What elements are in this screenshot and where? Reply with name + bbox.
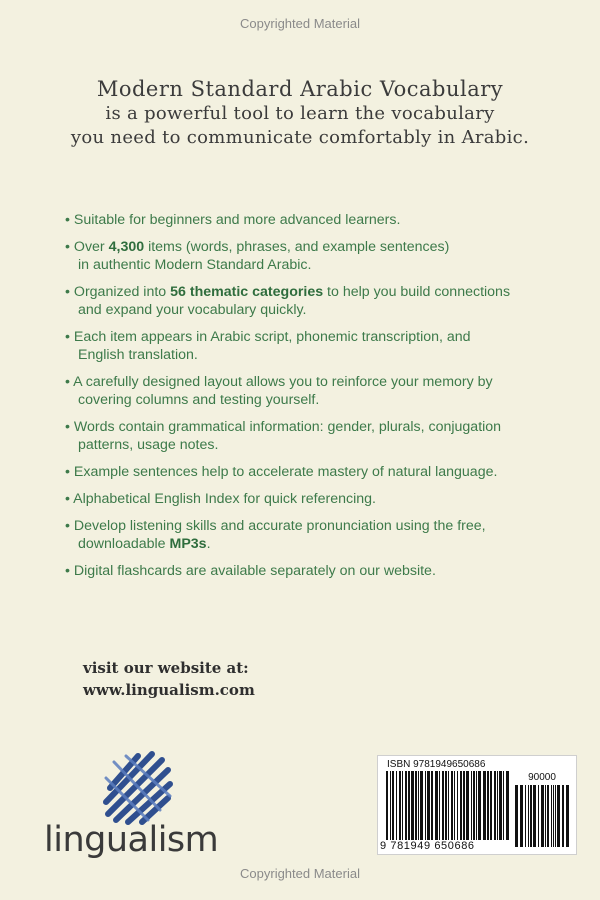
barcode-bar — [466, 771, 469, 847]
feature-item — [65, 517, 565, 553]
barcode-bar — [551, 785, 552, 847]
feature-text: • Develop listening skills and accurate pronunciation using the free, — [65, 518, 486, 534]
barcode-bar — [448, 771, 449, 847]
feature-highlight: 56 thematic categories — [170, 284, 324, 300]
barcode-bar — [528, 785, 529, 847]
barcode-bar — [515, 785, 518, 847]
barcode-bar — [490, 771, 492, 847]
barcode-bar — [411, 771, 414, 847]
feature-line — [65, 535, 565, 553]
feature-text: English translation. — [78, 347, 198, 363]
feature-line — [65, 418, 565, 436]
feature-item — [65, 562, 565, 580]
barcode-bar — [545, 785, 546, 847]
price-addon-code: 90000 — [528, 772, 556, 783]
feature-highlight: 4,300 — [108, 239, 145, 255]
feature-line — [65, 517, 565, 535]
barcode-bar — [497, 771, 498, 847]
feature-item — [65, 211, 565, 229]
barcode-bar — [427, 771, 430, 847]
headline-line-3: you need to communicate comfortably in Arabic. — [70, 127, 530, 148]
feature-text: • Example sentences help to accelerate mastery of natural language. — [65, 464, 498, 480]
website-url: www.lingualism.com — [83, 681, 255, 699]
ean-barcode-bars — [386, 771, 512, 847]
barcode-bar — [439, 771, 440, 847]
feature-text: patterns, usage notes. — [78, 437, 219, 453]
barcode-bar — [435, 771, 438, 847]
barcode-bar — [525, 785, 526, 847]
barcode-bar — [457, 771, 458, 847]
barcode-bar — [399, 771, 401, 847]
feature-line — [65, 256, 565, 274]
visit-label: visit our website at: — [83, 659, 249, 677]
feature-text: downloadable — [78, 536, 170, 552]
barcode-bar — [483, 771, 486, 847]
website-callout — [83, 657, 255, 701]
barcode-bar — [533, 785, 536, 847]
headline-line-2: is a powerful tool to learn the vocabulary — [105, 103, 495, 124]
barcode-bar — [487, 771, 489, 847]
feature-text: • Each item appears in Arabic script, phonemic transcription, and — [65, 329, 471, 345]
feature-line — [65, 562, 565, 580]
barcode-bar — [386, 771, 388, 847]
feature-item — [65, 490, 565, 508]
barcode-bar — [420, 771, 423, 847]
feature-item — [65, 418, 565, 454]
barcode-bar — [476, 771, 477, 847]
feature-line — [65, 283, 565, 301]
barcode-bar — [418, 771, 419, 847]
feature-text: in authentic Modern Standard Arabic. — [78, 257, 312, 273]
barcode-bar — [425, 771, 426, 847]
feature-line — [65, 373, 565, 391]
feature-text: • Digital flashcards are available separately on our website. — [65, 563, 436, 579]
barcode-bar — [562, 785, 564, 847]
barcode-bar — [566, 785, 569, 847]
lingualism-logo-mark-icon — [96, 748, 176, 826]
feature-line — [65, 346, 565, 364]
feature-line — [65, 211, 565, 229]
headline — [0, 76, 600, 150]
feature-line — [65, 490, 565, 508]
barcode-bar — [473, 771, 475, 847]
barcode-bar — [442, 771, 444, 847]
barcode-bar — [415, 771, 417, 847]
feature-text: covering columns and testing yourself. — [78, 392, 320, 408]
feature-line — [65, 238, 565, 256]
feature-text: items (words, phrases, and example sentences) — [144, 239, 450, 255]
feature-text: • Alphabetical English Index for quick referencing. — [65, 491, 376, 507]
barcode-bar — [408, 771, 410, 847]
feature-text: . — [206, 536, 211, 552]
feature-item — [65, 373, 565, 409]
watermark-top: Copyrighted Material — [240, 16, 360, 31]
barcode-bar — [499, 771, 502, 847]
feature-text: • Organized into — [65, 284, 171, 300]
feature-text: • Suitable for beginners and more advanced learners. — [65, 212, 401, 228]
addon-barcode-bars — [515, 785, 569, 847]
barcode-bar — [392, 771, 394, 847]
feature-line — [65, 391, 565, 409]
feature-line — [65, 436, 565, 454]
feature-list — [65, 211, 565, 589]
barcode-bar — [506, 771, 509, 847]
feature-text: and expand your vocabulary quickly. — [78, 302, 307, 318]
barcode-bar — [547, 785, 549, 847]
feature-text: • A carefully designed layout allows you to reinforce your memory by — [65, 374, 493, 390]
lingualism-logo-text: lingualism — [44, 820, 219, 860]
feature-item — [65, 283, 565, 319]
barcode-bar — [402, 771, 403, 847]
barcode-bar — [503, 771, 504, 847]
feature-line — [65, 301, 565, 319]
feature-highlight: MP3s — [169, 536, 207, 552]
barcode-bar — [541, 785, 544, 847]
isbn-human-readable: 9 781949 650686 — [380, 840, 512, 852]
feature-text: • Over — [65, 239, 109, 255]
barcode-bar — [494, 771, 496, 847]
feature-text: to help you build connections — [323, 284, 511, 300]
book-title: Modern Standard Arabic Vocabulary — [96, 77, 504, 101]
barcode-bar — [520, 785, 523, 847]
barcode-bar — [463, 771, 465, 847]
barcode-bar — [451, 771, 453, 847]
watermark-bottom: Copyrighted Material — [240, 866, 360, 881]
barcode-bar — [530, 785, 532, 847]
feature-item — [65, 328, 565, 364]
barcode-bar — [454, 771, 455, 847]
barcode-bar — [445, 771, 447, 847]
barcode-bar — [478, 771, 481, 847]
barcode-bar — [390, 771, 391, 847]
barcode-bar — [471, 771, 472, 847]
feature-item — [65, 238, 565, 274]
feature-item — [65, 463, 565, 481]
barcode-bar — [555, 785, 556, 847]
isbn-barcode — [377, 755, 577, 855]
barcode-bar — [460, 771, 462, 847]
barcode-bar — [431, 771, 433, 847]
feature-line — [65, 328, 565, 346]
barcode-bar — [557, 785, 560, 847]
barcode-bar — [553, 785, 554, 847]
feature-line — [65, 463, 565, 481]
barcode-bar — [396, 771, 397, 847]
barcode-bar — [538, 785, 539, 847]
isbn-label: ISBN 9781949650686 — [387, 759, 486, 770]
barcode-bar — [405, 771, 407, 847]
feature-text: • Words contain grammatical information: gender, plurals, conjugation — [65, 419, 502, 435]
